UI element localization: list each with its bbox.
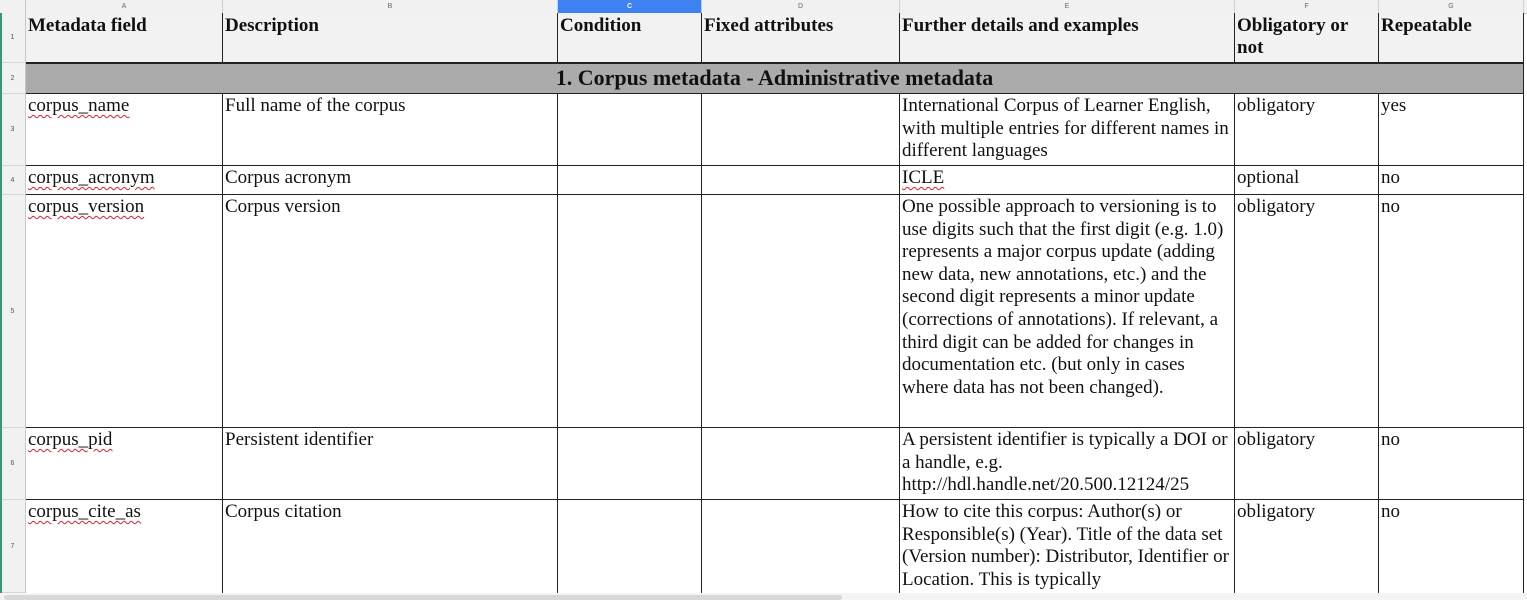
- cell-field-corpus-version[interactable]: [26, 195, 223, 428]
- cell-condition[interactable]: [558, 428, 702, 500]
- cell-details[interactable]: [900, 166, 1235, 195]
- cell-details[interactable]: International Corpus of Learner English, with multiple entries for different names in different languages: [900, 94, 1235, 166]
- sheet-left-edge-marker: [0, 13, 2, 593]
- row-header-5[interactable]: 5: [0, 195, 26, 428]
- row-header-7[interactable]: 7: [0, 500, 26, 593]
- cell-repeatable[interactable]: no: [1379, 428, 1524, 500]
- cell-description[interactable]: Full name of the corpus: [223, 94, 558, 166]
- cell-obligatory[interactable]: obligatory: [1235, 94, 1379, 166]
- field-name-text: corpus_pid: [28, 429, 113, 450]
- header-obligatory[interactable]: Obligatory or not: [1235, 13, 1379, 63]
- row-header-6[interactable]: 6: [0, 428, 26, 500]
- cell-repeatable[interactable]: no: [1379, 500, 1524, 593]
- cell-field-corpus-acronym[interactable]: [26, 166, 223, 195]
- section-title-cell[interactable]: 1. Corpus metadata - Administrative metadata: [26, 62, 1524, 94]
- cell-condition[interactable]: [558, 500, 702, 593]
- column-header-f[interactable]: F: [1235, 0, 1379, 13]
- row-header-3[interactable]: 3: [0, 94, 26, 166]
- cell-fixed-attributes[interactable]: [702, 500, 900, 593]
- field-name-text: corpus_version: [28, 196, 145, 217]
- cell-repeatable[interactable]: no: [1379, 195, 1524, 428]
- column-header-g[interactable]: G: [1379, 0, 1524, 13]
- cell-field-corpus-pid[interactable]: [26, 428, 223, 500]
- header-repeatable[interactable]: Repeatable: [1379, 13, 1524, 63]
- column-header-b[interactable]: B: [223, 0, 558, 13]
- cell-obligatory[interactable]: obligatory: [1235, 500, 1379, 593]
- cell-details[interactable]: A persistent identifier is typically a DOI or a handle, e.g. http://hdl.handle.net/20.500.12124/25: [900, 428, 1235, 500]
- column-header-e[interactable]: E: [900, 0, 1235, 13]
- row-header-4[interactable]: 4: [0, 166, 26, 195]
- cell-fixed-attributes[interactable]: [702, 195, 900, 428]
- header-metadata-field[interactable]: Metadata field: [26, 13, 223, 63]
- header-description[interactable]: Description: [223, 13, 558, 63]
- row-header-2[interactable]: 2: [0, 63, 26, 94]
- horizontal-scrollbar-thumb[interactable]: [4, 595, 842, 600]
- column-header-d[interactable]: D: [702, 0, 900, 13]
- cell-description[interactable]: Corpus citation: [223, 500, 558, 593]
- column-header-a[interactable]: A: [26, 0, 223, 13]
- header-condition[interactable]: Condition: [558, 13, 702, 63]
- field-name-text: corpus_cite_as: [28, 501, 141, 522]
- cell-repeatable[interactable]: yes: [1379, 94, 1524, 166]
- cell-condition[interactable]: [558, 195, 702, 428]
- cell-details[interactable]: One possible approach to versioning is to use digits such that the first digit (e.g. 1.0) represents a major corpus update (adding new data, new annotations, etc.) and the second digit represents a minor update (corrections of annotations). If relevant, a third digit can be added for changes in documentation etc. (but only in cases where data has not been changed).: [900, 195, 1235, 428]
- field-name-text: corpus_name: [28, 95, 130, 116]
- details-text: ICLE: [902, 167, 945, 188]
- row-header-1[interactable]: 1: [0, 13, 26, 63]
- cell-condition[interactable]: [558, 166, 702, 195]
- select-all-corner[interactable]: [0, 0, 26, 13]
- cell-fixed-attributes[interactable]: [702, 428, 900, 500]
- cell-condition[interactable]: [558, 94, 702, 166]
- header-further-details[interactable]: Further details and examples: [900, 13, 1235, 63]
- cell-description[interactable]: Persistent identifier: [223, 428, 558, 500]
- cell-repeatable[interactable]: no: [1379, 166, 1524, 195]
- cell-fixed-attributes[interactable]: [702, 94, 900, 166]
- cell-obligatory[interactable]: obligatory: [1235, 428, 1379, 500]
- cell-obligatory[interactable]: optional: [1235, 166, 1379, 195]
- cell-details[interactable]: How to cite this corpus: Author(s) or Responsible(s) (Year). Title of the data set (Version number): Distributor, Identifier or Location. This is typically: [900, 500, 1235, 593]
- cell-field-corpus-cite-as[interactable]: [26, 500, 223, 593]
- column-header-c[interactable]: C: [558, 0, 702, 13]
- cell-description[interactable]: Corpus acronym: [223, 166, 558, 195]
- cell-obligatory[interactable]: obligatory: [1235, 195, 1379, 428]
- field-name-text: corpus_acronym: [28, 167, 155, 188]
- cell-description[interactable]: Corpus version: [223, 195, 558, 428]
- header-fixed-attributes[interactable]: Fixed attributes: [702, 13, 900, 63]
- cell-fixed-attributes[interactable]: [702, 166, 900, 195]
- cell-field-corpus-name[interactable]: [26, 94, 223, 166]
